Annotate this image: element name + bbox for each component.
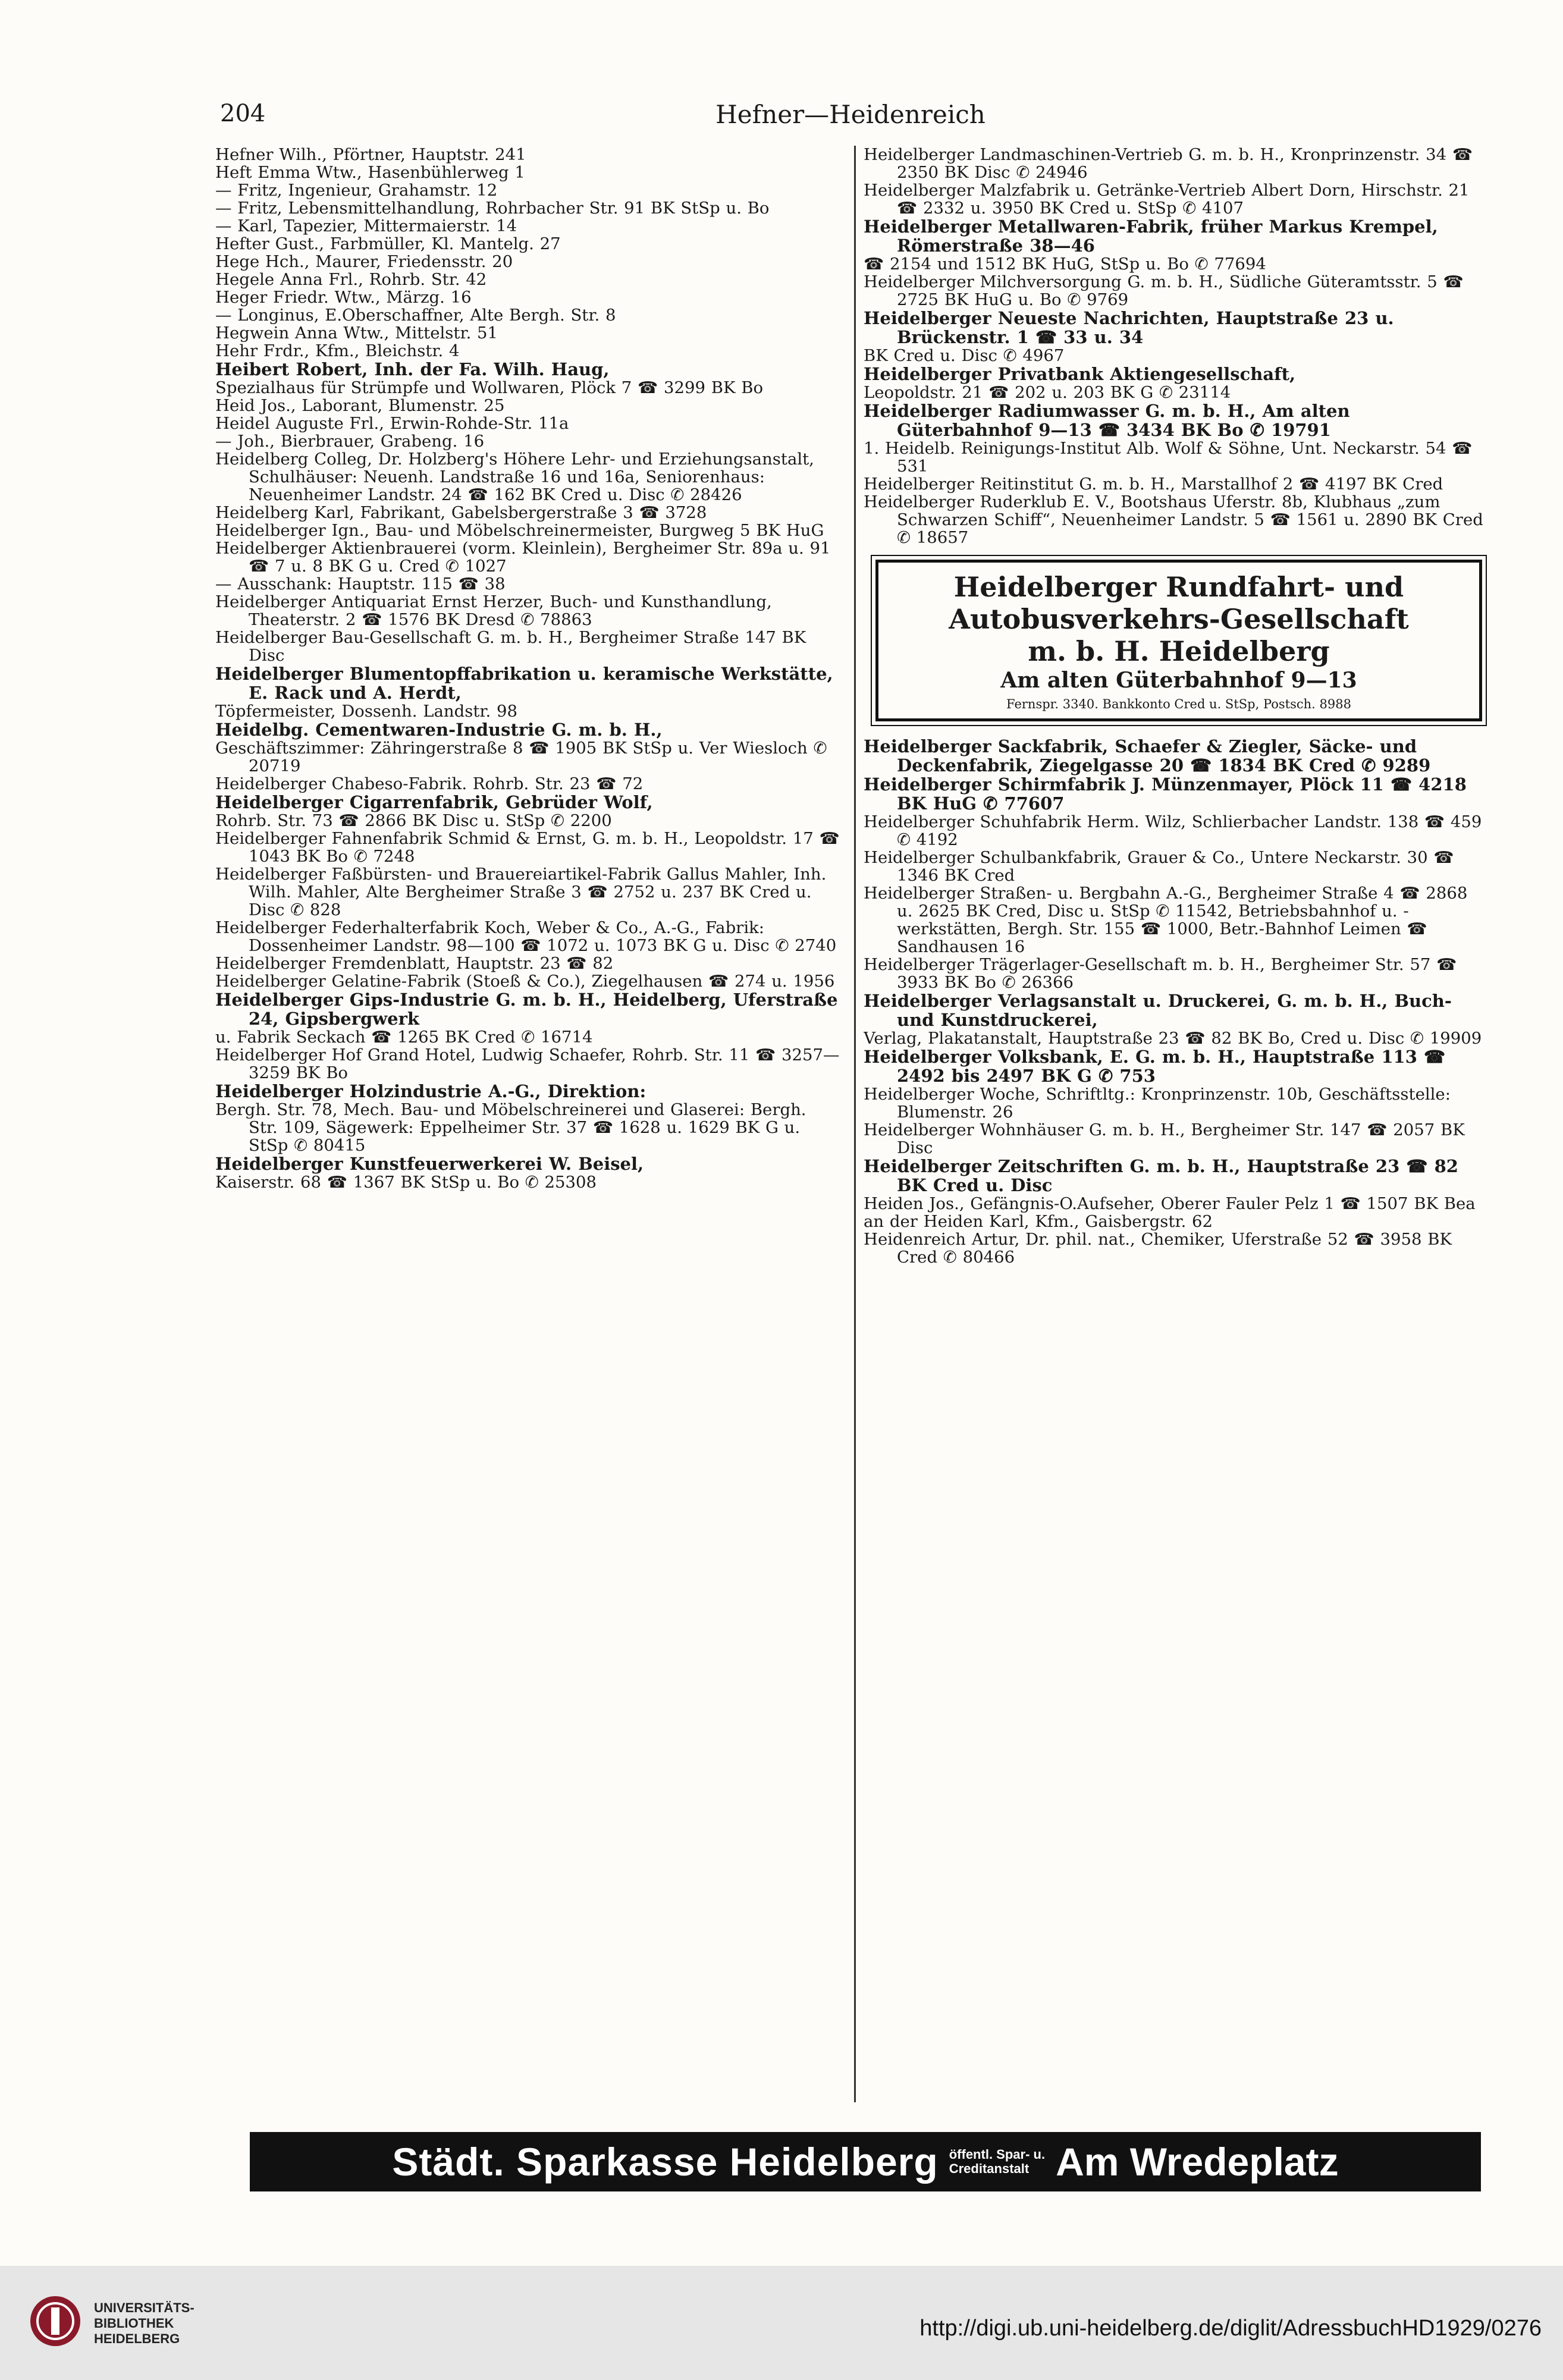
directory-entry: Heidelberg Colleg, Dr. Holzberg's Höhere Lehr- und Erziehungsanstalt, Schulhäuser: Neuenh. Landstraße 16 und 16a, Seniorenhaus: Neuenheimer Landstr. 24 ☎ 162 BK Cred u. Disc ✆ 28426 (215, 450, 814, 504)
directory-entry: Heidelberger Schirmfabrik J. Münzenmayer, Plöck 11 ☎ 4218 BK HuG ✆ 77607 (864, 774, 1467, 814)
directory-entry: Rohrb. Str. 73 ☎ 2866 BK Disc u. StSp ✆ 2200 (215, 811, 612, 830)
directory-entry: Heidelberger Reitinstitut G. m. b. H., Marstallhof 2 ☎ 4197 BK Cred (864, 475, 1443, 494)
library-logo-icon (29, 2294, 82, 2348)
directory-entry: ☎ 2154 und 1512 BK HuG, StSp u. Bo ✆ 77694 (864, 255, 1266, 274)
directory-entry: Heidelberger Blumentopffabrikation u. keramische Werkstätte, E. Rack und A. Herdt, (215, 664, 833, 703)
directory-entry: Heidelberger Trägerlager-Gesellschaft m. b. H., Bergheimer Str. 57 ☎ 3933 BK Bo ✆ 26366 (864, 955, 1457, 992)
page-title: Hefner—Heidenreich (715, 100, 985, 129)
ad-line-3: m. b. H. Heidelberg (1028, 635, 1330, 667)
ad-line-1: Heidelberger Rundfahrt- und (953, 571, 1404, 603)
directory-entry: Heidelberg Karl, Fabrikant, Gabelsbergerstraße 3 ☎ 3728 (215, 503, 707, 522)
directory-entry: Heidelberger Schuhfabrik Herm. Wilz, Schlierbacher Landstr. 138 ☎ 459 ✆ 4192 (864, 812, 1482, 849)
ad-line-4: Am alten Güterbahnhof 9—13 (1000, 668, 1357, 693)
library-name-line-3: HEIDELBERG (94, 2331, 180, 2346)
directory-entry: Heidelberger Kunstfeuerwerkerei W. Beisel, (215, 1154, 644, 1174)
directory-entry: Heidenreich Artur, Dr. phil. nat., Chemiker, Uferstraße 52 ☎ 3958 BK Cred ✆ 80466 (864, 1230, 1452, 1267)
directory-entry: Heidelberger Radiumwasser G. m. b. H., Am alten Güterbahnhof 9—13 ☎ 3434 BK Bo ✆ 19791 (864, 401, 1350, 440)
directory-entry: Hefner Wilh., Pförtner, Hauptstr. 241 (215, 146, 526, 164)
directory-entry: Heidelberger Metallwaren-Fabrik, früher Markus Krempel, Römerstraße 38—46 (864, 216, 1438, 256)
directory-entry: Heidelberger Bau-Gesellschaft G. m. b. H., Bergheimer Straße 147 BK Disc (215, 628, 806, 665)
directory-entry: Heidelberger Holzindustrie A.-G., Direktion: (215, 1081, 646, 1101)
directory-entry: Heidelberger Privatbank Aktiengesellschaft, (864, 364, 1296, 384)
source-url-link[interactable]: http://digi.ub.uni-heidelberg.de/diglit/AdressbuchHD1929/0276 (919, 2316, 1542, 2341)
column-divider (854, 146, 856, 2102)
directory-entry: — Longinus, E.Oberschaffner, Alte Bergh. Str. 8 (215, 306, 616, 325)
directory-entry: Hehr Frdr., Kfm., Bleichstr. 4 (215, 341, 460, 360)
directory-entry: Heidelberger Zeitschriften G. m. b. H., Hauptstraße 23 ☎ 82 BK Cred u. Disc (864, 1156, 1458, 1195)
directory-entry: Heidelberger Chabeso-Fabrik. Rohrb. Str. 23 ☎ 72 (215, 774, 644, 793)
directory-entry: Heidel Auguste Frl., Erwin-Rohde-Str. 11a (215, 414, 569, 433)
directory-entry: — Karl, Tapezier, Mittermaierstr. 14 (215, 216, 517, 236)
directory-entry: an der Heiden Karl, Kfm., Gaisbergstr. 62 (864, 1212, 1213, 1231)
directory-entry: Heidelbg. Cementwaren-Industrie G. m. b. H., (215, 720, 663, 740)
directory-entry: Hefter Gust., Farbmüller, Kl. Mantelg. 27 (215, 234, 561, 253)
directory-entry: — Joh., Bierbrauer, Grabeng. 16 (215, 432, 485, 451)
directory-entry: Hegwein Anna Wtw., Mittelstr. 51 (215, 324, 498, 343)
directory-entry: Heidelberger Sackfabrik, Schaefer & Ziegler, Säcke- und Deckenfabrik, Ziegelgasse 20 ☎ 1834 BK Cred ✆ 9289 (864, 736, 1431, 775)
sparkasse-subtitle (949, 2147, 1045, 2176)
sparkasse-advertisement (250, 2132, 1481, 2191)
directory-entry: Verlag, Plakatanstalt, Hauptstraße 23 ☎ 82 BK Bo, Cred u. Disc ✆ 19909 (864, 1029, 1482, 1048)
directory-entry: Heidelberger Antiquariat Ernst Herzer, Buch- und Kunsthandlung, Theaterstr. 2 ☎ 1576 BK Dresd ✆ 78863 (215, 592, 772, 629)
directory-entry: Töpfermeister, Dossenh. Landstr. 98 (215, 702, 517, 721)
directory-entry: Heidelberger Schulbankfabrik, Grauer & Co., Untere Neckarstr. 30 ☎ 1346 BK Cred (864, 848, 1454, 885)
directory-entry: Heidelberger Fremdenblatt, Hauptstr. 23 ☎ 82 (215, 954, 614, 973)
right-column-top (864, 146, 1488, 547)
directory-entry: Heidelberger Hof Grand Hotel, Ludwig Schaefer, Rohrb. Str. 11 ☎ 3257—3259 BK Bo (215, 1045, 840, 1082)
directory-entry: Kaiserstr. 68 ☎ 1367 BK StSp u. Bo ✆ 25308 (215, 1173, 597, 1192)
ad-line-2: Autobusverkehrs-Gesellschaft (949, 603, 1409, 635)
directory-entry: Bergh. Str. 78, Mech. Bau- und Möbelschreinerei und Glaserei: Bergh. Str. 109, Sägewerk: Eppelheimer Str. 37 ☎ 1628 u. 1629 BK G u. StSp ✆ 80415 (215, 1100, 806, 1155)
directory-entry: Heidelberger Straßen- u. Bergbahn A.-G., Bergheimer Straße 4 ☎ 2868 u. 2625 BK Cred, Disc u. StSp ✆ 11542, Betriebsbahnhof u. -werkstätten, Bergh. Str. 155 ☎ 1000, Betr.-Bahnhof Leimen ☎ Sandhausen 16 (864, 884, 1468, 956)
directory-entry: Heidelberger Malzfabrik u. Getränke-Vertrieb Albert Dorn, Hirschstr. 21 ☎ 2332 u. 3950 BK Cred u. StSp ✆ 4107 (864, 181, 1470, 218)
sparkasse-subtitle-2: Creditanstalt (949, 2161, 1030, 2176)
directory-entry: — Fritz, Ingenieur, Grahamstr. 12 (215, 181, 498, 200)
rundfahrt-advertisement (875, 560, 1482, 721)
right-column (864, 146, 1488, 2102)
directory-entry: Heidelberger Milchversorgung G. m. b. H., Südliche Güteramtsstr. 5 ☎ 2725 BK HuG u. Bo ✆ 9769 (864, 272, 1464, 309)
page-number: 204 (220, 100, 266, 127)
directory-entry: Heidelberger Wohnhäuser G. m. b. H., Bergheimer Str. 147 ☎ 2057 BK Disc (864, 1120, 1465, 1157)
ad-line-5: Fernspr. 3340. Bankkonto Cred u. StSp, Postsch. 8988 (1006, 697, 1351, 711)
directory-entry: u. Fabrik Seckach ☎ 1265 BK Cred ✆ 16714 (215, 1028, 593, 1047)
directory-entry: Heidelberger Ign., Bau- und Möbelschreinermeister, Burgweg 5 BK HuG (215, 521, 824, 540)
library-footer (0, 2266, 1563, 2380)
directory-entry: Heidelberger Ruderklub E. V., Bootshaus Uferstr. 8b, Klubhaus „zum Schwarzen Schiff“, Neuenheimer Landstr. 5 ☎ 1561 u. 2890 BK Cred ✆ 18657 (864, 492, 1483, 547)
sparkasse-address: Am Wredeplatz (1056, 2140, 1339, 2184)
directory-entry: 1. Heidelb. Reinigungs-Institut Alb. Wolf & Söhne, Unt. Neckarstr. 54 ☎ 531 (864, 439, 1473, 476)
directory-entry: — Ausschank: Hauptstr. 115 ☎ 38 (215, 574, 506, 594)
directory-entry: Heidelberger Woche, Schriftltg.: Kronprinzenstr. 10b, Geschäftsstelle: Blumenstr. 26 (864, 1085, 1451, 1122)
directory-entry: Heidelberger Volksbank, E. G. m. b. H., Hauptstraße 113 ☎ 2492 bis 2497 BK G ✆ 753 (864, 1047, 1446, 1086)
directory-entry: Geschäftszimmer: Zähringerstraße 8 ☎ 1905 BK StSp u. Ver Wiesloch ✆ 20719 (215, 739, 827, 775)
sparkasse-subtitle-1: öffentl. Spar- u. (949, 2147, 1046, 2162)
directory-entry: Hegele Anna Frl., Rohrb. Str. 42 (215, 270, 487, 289)
directory-entry: Heidelberger Faßbürsten- und Brauereiartikel-Fabrik Gallus Mahler, Inh. Wilh. Mahler, Alte Bergheimer Straße 3 ☎ 2752 u. 237 BK Cred u. Disc ✆ 828 (215, 865, 827, 919)
right-column-bottom (864, 737, 1488, 1266)
directory-entry: Heidelberger Verlagsanstalt u. Druckerei, G. m. b. H., Buch- und Kunstdruckerei, (864, 991, 1452, 1030)
directory-entry: Heidelberger Cigarrenfabrik, Gebrüder Wolf, (215, 792, 653, 812)
library-name-line-1: UNIVERSITÄTS- (94, 2300, 194, 2315)
directory-entry: Heibert Robert, Inh. der Fa. Wilh. Haug, (215, 359, 610, 379)
directory-entry: Leopoldstr. 21 ☎ 202 u. 203 BK G ✆ 23114 (864, 383, 1231, 402)
directory-entry: Heidelberger Fahnenfabrik Schmid & Ernst, G. m. b. H., Leopoldstr. 17 ☎ 1043 BK Bo ✆ 7248 (215, 829, 840, 866)
directory-entry: Heft Emma Wtw., Hasenbühlerweg 1 (215, 163, 525, 182)
directory-entry: Heidelberger Aktienbrauerei (vorm. Kleinlein), Bergheimer Str. 89a u. 91 ☎ 7 u. 8 BK G u. Cred ✆ 1027 (215, 539, 831, 576)
sparkasse-name: Städt. Sparkasse Heidelberg (392, 2140, 939, 2184)
directory-entry: Heidelberger Gelatine-Fabrik (Stoeß & Co.), Ziegelhausen ☎ 274 u. 1956 (215, 972, 835, 991)
directory-entry: Heiden Jos., Gefängnis-O.Aufseher, Oberer Fauler Pelz 1 ☎ 1507 BK Bea (864, 1194, 1476, 1213)
directory-entry: — Fritz, Lebensmittelhandlung, Rohrbacher Str. 91 BK StSp u. Bo (215, 199, 770, 218)
directory-entry: Spezialhaus für Strümpfe und Wollwaren, Plöck 7 ☎ 3299 BK Bo (215, 378, 764, 397)
directory-entry: Heger Friedr. Wtw., Märzg. 16 (215, 288, 472, 307)
running-head (220, 100, 1481, 136)
library-name-line-2: BIBLIOTHEK (94, 2316, 174, 2331)
library-name (94, 2300, 194, 2347)
directory-entry: Heidelberger Neueste Nachrichten, Hauptstraße 23 u. Brückenstr. 1 ☎ 33 u. 34 (864, 308, 1394, 347)
left-column (215, 146, 840, 2102)
directory-entry: Hege Hch., Maurer, Friedensstr. 20 (215, 252, 513, 271)
directory-entry: Heidelberger Federhalterfabrik Koch, Weber & Co., A.-G., Fabrik: Dossenheimer Landstr. 98—100 ☎ 1072 u. 1073 BK G u. Disc ✆ 2740 (215, 918, 837, 955)
directory-entry: BK Cred u. Disc ✆ 4967 (864, 346, 1065, 365)
directory-entry: Heidelberger Gips-Industrie G. m. b. H., Heidelberg, Uferstraße 24, Gipsbergwerk (215, 990, 838, 1029)
directory-entry: Heidelberger Landmaschinen-Vertrieb G. m. b. H., Kronprinzenstr. 34 ☎ 2350 BK Disc ✆ 24946 (864, 146, 1473, 182)
directory-entry: Heid Jos., Laborant, Blumenstr. 25 (215, 396, 505, 415)
